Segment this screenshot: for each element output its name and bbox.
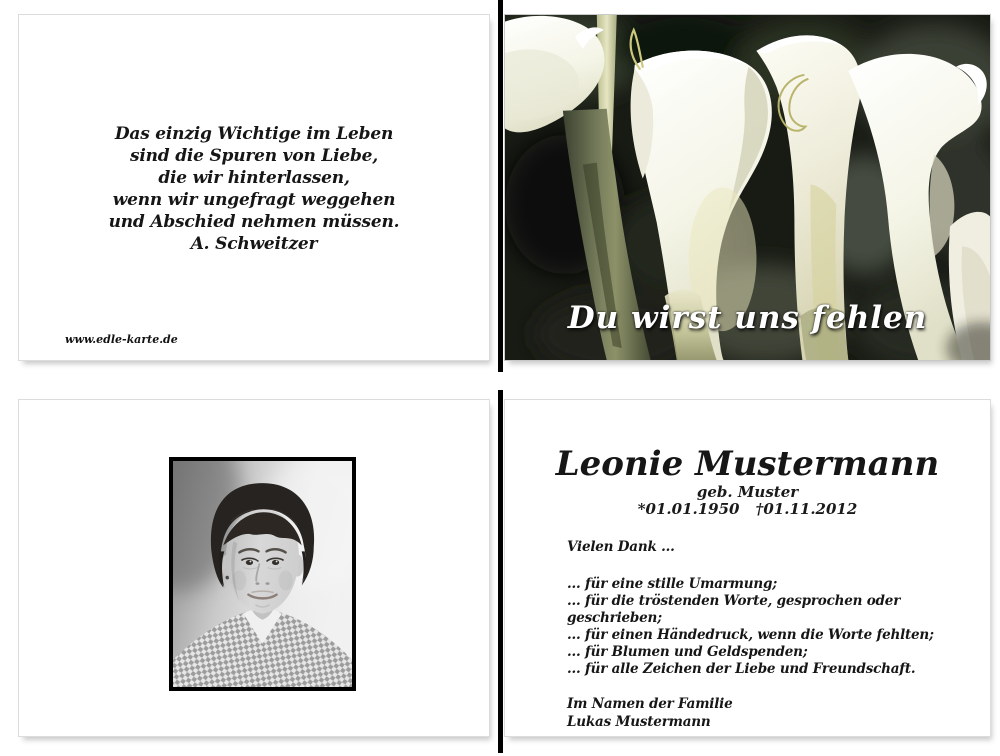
birth-date: *01.01.1950 <box>637 500 740 518</box>
card-front-page <box>504 14 991 361</box>
thanks-line: ... für einen Händedruck, wenn die Worte fehlten; <box>567 627 934 643</box>
maiden-name: geb. Muster <box>696 483 799 501</box>
closing-family-line: Im Namen der Familie <box>567 696 733 712</box>
memorial-header <box>505 446 990 517</box>
thanks-list <box>567 576 980 678</box>
quote-line: und Abschied nehmen müssen. <box>108 212 400 232</box>
quote-line: Das einzig Wichtige im Leben <box>114 124 394 144</box>
thanks-text-block <box>567 539 980 731</box>
portrait-photo <box>173 461 352 687</box>
thanks-line: ... für alle Zeichen der Liebe und Freundschaft. <box>567 661 916 677</box>
death-date: †01.11.2012 <box>755 500 858 518</box>
thanks-intro: Vielen Dank ... <box>567 539 675 555</box>
card-inside-right-page <box>504 399 991 737</box>
quote-line: wenn wir ungefragt weggehen <box>112 190 396 210</box>
quote-attribution: A. Schweitzer <box>190 234 318 254</box>
thanks-line: ... für Blumen und Geldspenden; <box>567 644 808 660</box>
portrait-frame <box>169 457 356 691</box>
memorial-quote <box>19 123 489 255</box>
closing-signature: Lukas Mustermann <box>567 714 711 730</box>
card-back-page <box>18 14 490 361</box>
website-url: www.edle-karte.de <box>65 333 178 346</box>
quote-line: sind die Spuren von Liebe, <box>130 146 378 166</box>
closing-block <box>567 695 980 731</box>
life-dates <box>505 502 990 517</box>
card-inside-left-page <box>18 399 490 737</box>
fold-divider-bottom <box>498 390 503 753</box>
deceased-name: Leonie Mustermann <box>555 444 940 484</box>
photo-caption: Du wirst uns fehlen <box>567 300 928 336</box>
quote-line: die wir hinterlassen, <box>158 168 350 188</box>
thanks-line: ... für die tröstenden Worte, gesprochen oder geschrieben; <box>567 593 901 626</box>
thanks-line: ... für eine stille Umarmung; <box>567 576 778 592</box>
fold-divider-top <box>498 0 503 372</box>
